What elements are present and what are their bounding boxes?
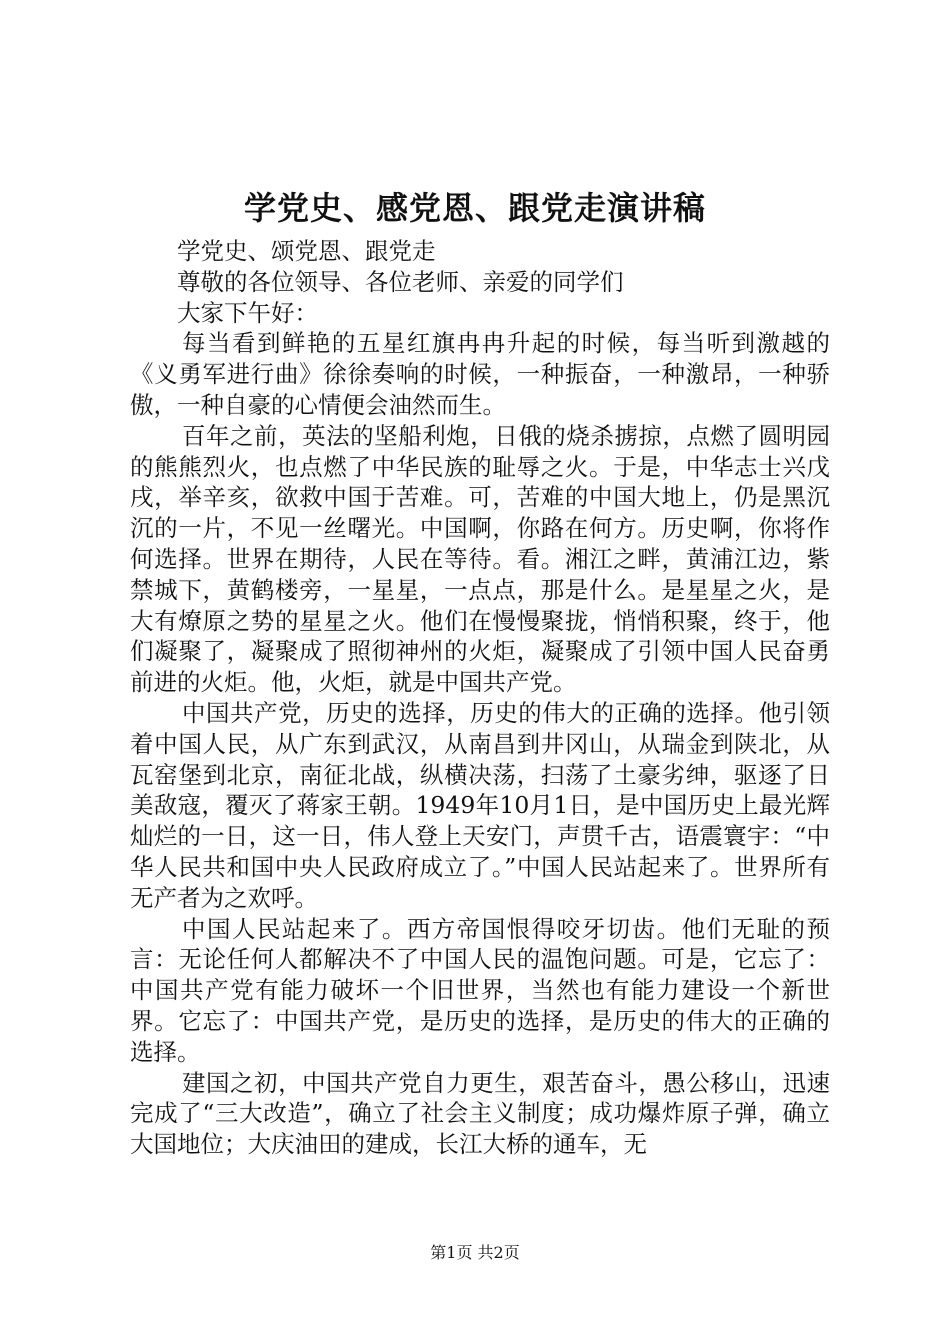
- paragraph: 百年之前，英法的坚船利炮，日俄的烧杀掳掠，点燃了圆明园的熊熊烈火，也点燃了中华民族的耻辱之火。于是，中华志士兴戊戌，举辛亥，欲救中国于苦难。可，苦难的中国大地上，仍是黑沉沉的一片，不见一丝曙光。中国啊，你路在何方。历史啊，你将作何选择。世界在期待，人民在等待。看。湘江之畔，黄浦江边，紫禁城下，黄鹤楼旁，一星星，一点点，那是什么。是星星之火，是大有燎原之势的星星之火。他们在慢慢聚拢，悄悄积聚，终于，他们凝聚了，凝聚成了照彻神州的火炬，凝聚成了引领中国人民奋勇前进的火炬。他，火炬，就是中国共产党。: [130, 421, 830, 697]
- speech-subtitle: 学党史、颂党恩、跟党走: [177, 237, 436, 265]
- salutation-line: 尊敬的各位领导、各位老师、亲爱的同学们: [177, 267, 624, 296]
- paragraph: 中国人民站起来了。西方帝国恨得咬牙切齿。他们无耻的预言：无论任何人都解决不了中国人民的温饱问题。可是，它忘了：中国共产党有能力破坏一个旧世界，当然也有能力建设一个新世界。它忘了：中国共产党，是历史的选择，是历史的伟大的正确的选择。: [130, 914, 830, 1066]
- greeting-line: 大家下午好：: [177, 298, 318, 327]
- document-title: 学党史、感党恩、跟党走演讲稿: [243, 189, 706, 227]
- paragraph: 中国共产党，历史的选择，历史的伟大的正确的选择。他引领着中国人民，从广东到武汉，从南昌到井冈山，从瑞金到陕北，从瓦窑堡到北京，南征北战，纵横决荡，扫荡了土豪劣绅，驱逐了日美敌寇，覆灭了蒋家王朝。1949年10月1日，是中国历史上最光辉灿烂的一日，这一日，伟人登上天安门，声贯千古，语震寰宇：“中华人民共和国中央人民政府成立了。”中国人民站起来了。世界所有无产者为之欢呼。: [130, 698, 830, 912]
- paragraph: 每当看到鲜艳的五星红旗冉冉升起的时候，每当听到激越的《义勇军进行曲》徐徐奏响的时候，一种振奋，一种激昂，一种骄傲，一种自豪的心情便会油然而生。: [130, 329, 830, 419]
- document-body: [130, 236, 830, 1160]
- paragraph: 建国之初，中国共产党自力更生，艰苦奋斗，愚公移山，迅速完成了“三大改造”，确立了社会主义制度；成功爆炸原子弹，确立大国地位；大庆油田的建成，长江大桥的通车，无: [130, 1068, 830, 1159]
- page-footer: 第1页 共2页: [430, 1243, 520, 1262]
